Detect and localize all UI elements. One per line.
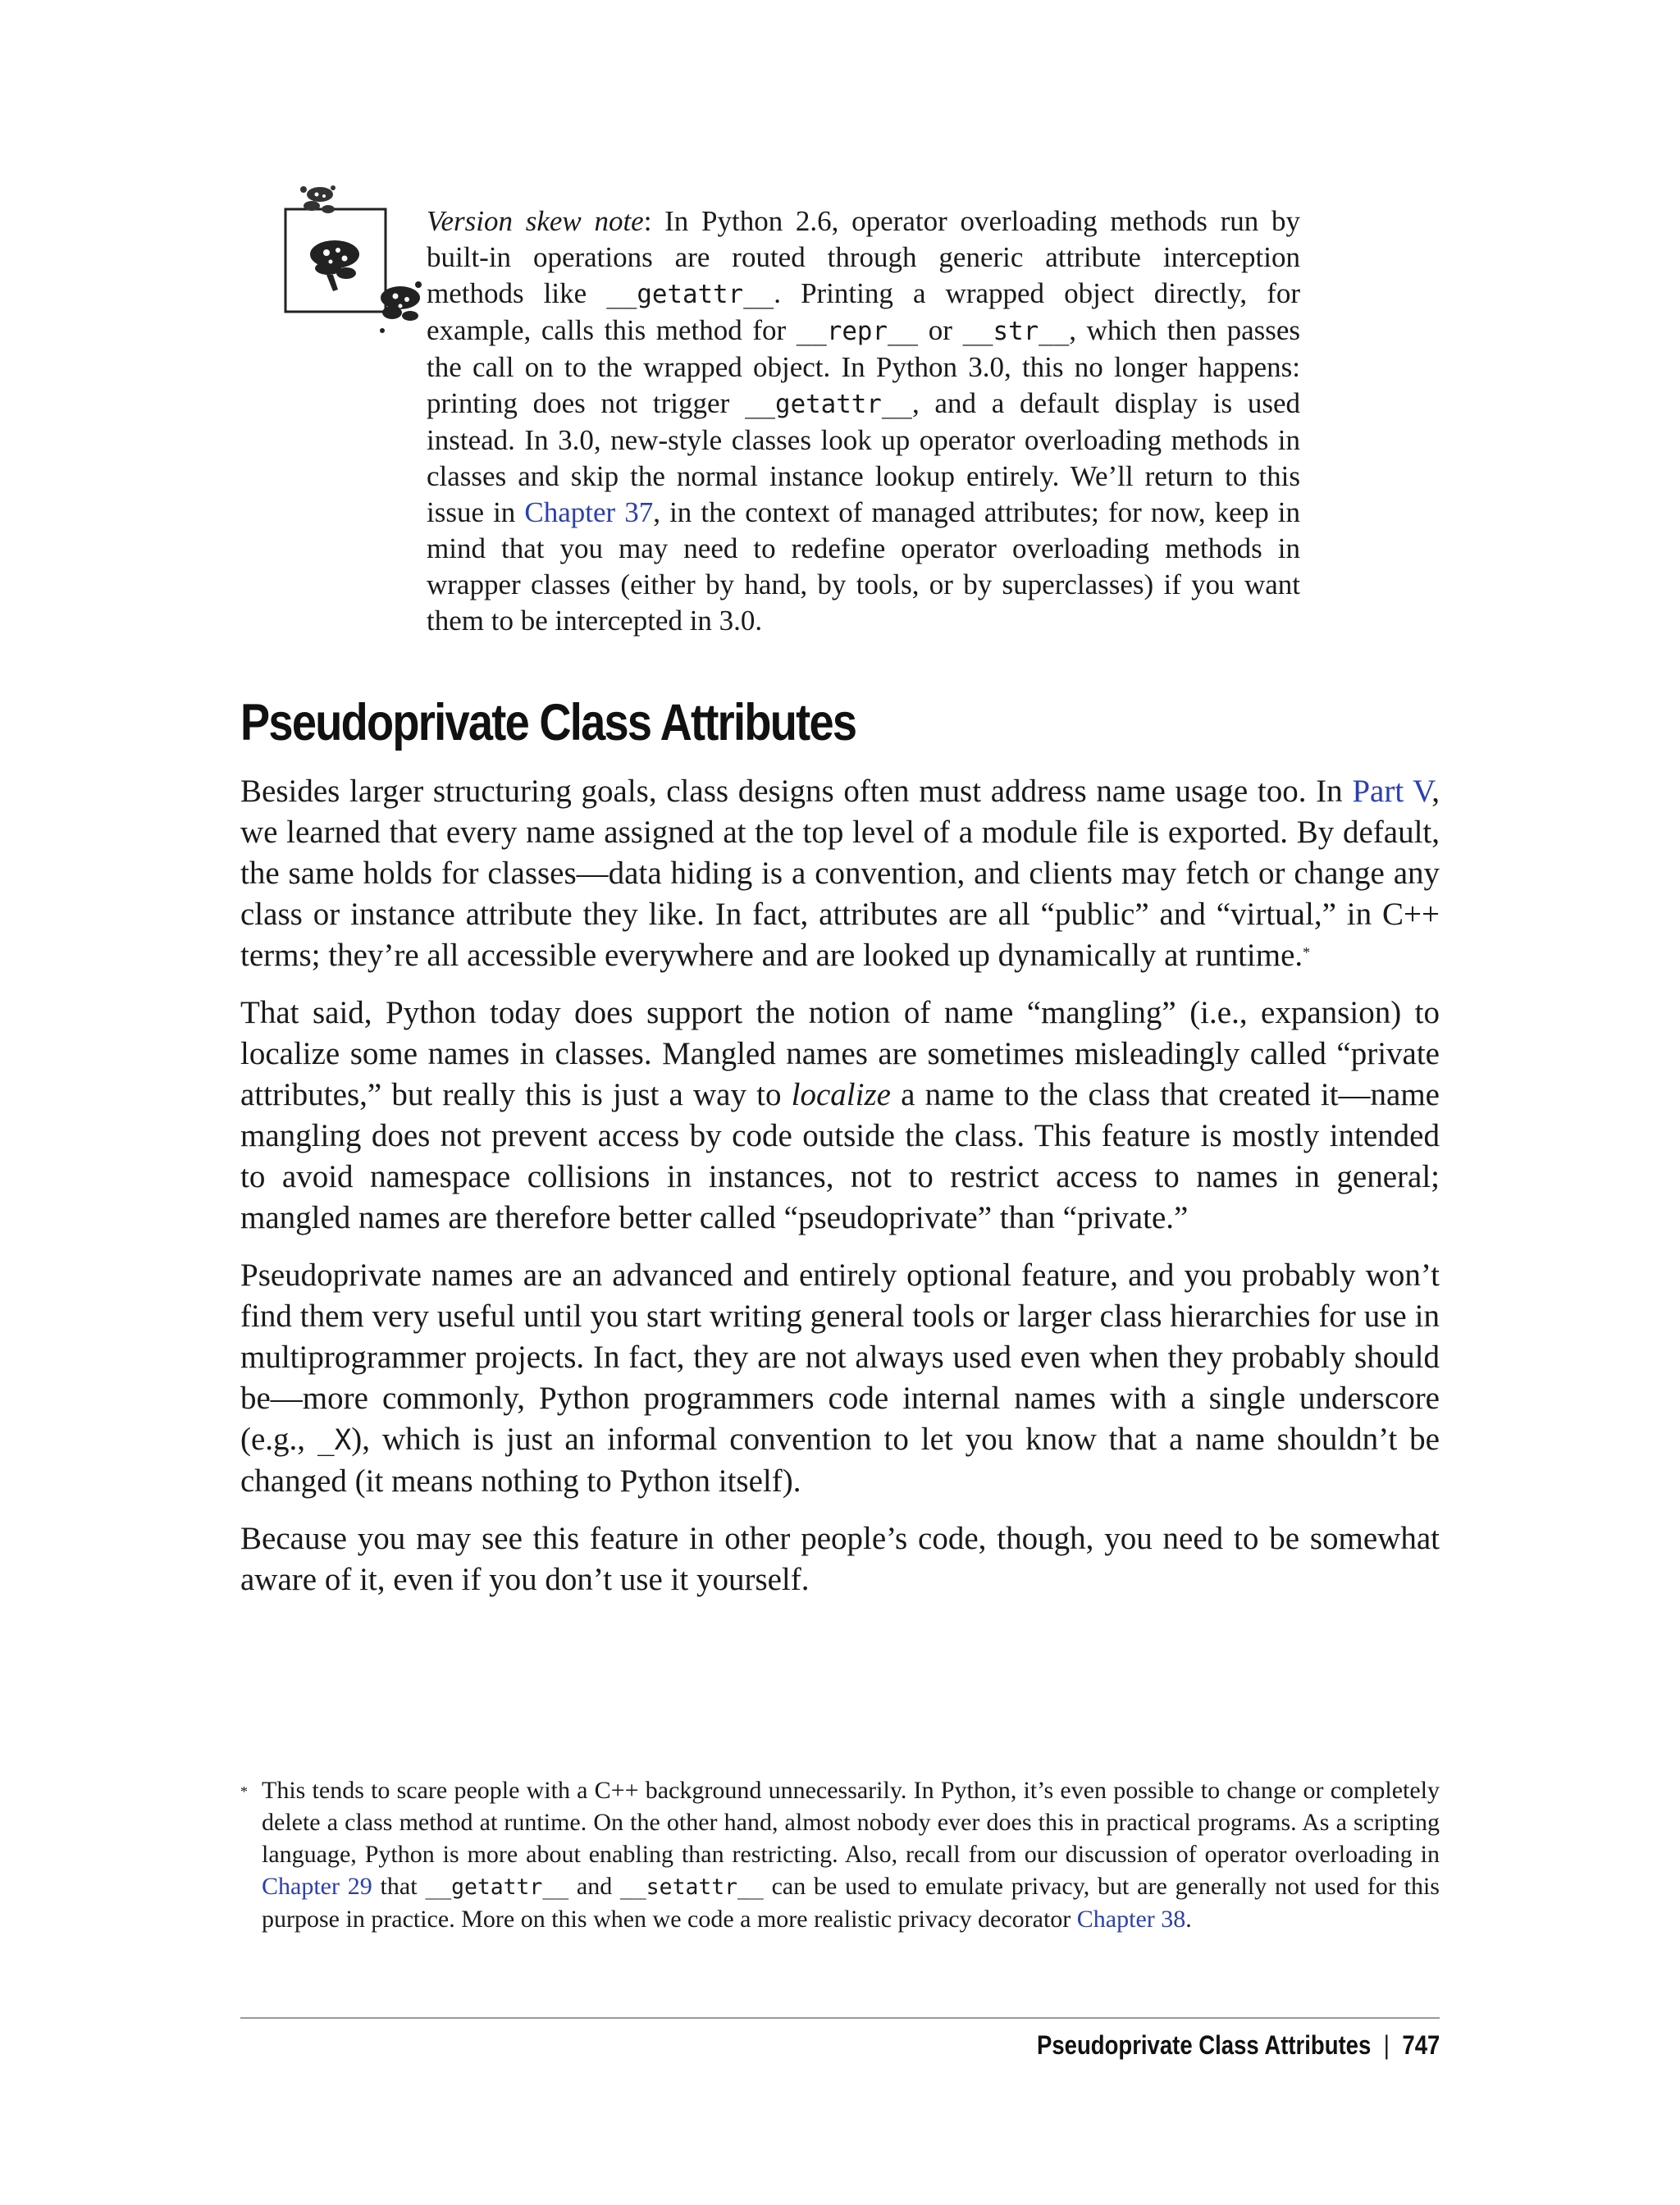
part-v-link[interactable]: Part V bbox=[1352, 774, 1432, 809]
footer-rule bbox=[240, 2017, 1440, 2019]
code-repr: __repr__ bbox=[796, 317, 919, 346]
footnote-mark: * bbox=[240, 1783, 248, 1800]
note-lead: Version skew note bbox=[427, 205, 644, 237]
code-getattr: __getattr__ bbox=[425, 1874, 569, 1900]
code-str: __str__ bbox=[962, 317, 1070, 346]
footer-separator: | bbox=[1383, 2030, 1390, 2060]
code-getattr: __getattr__ bbox=[606, 280, 774, 309]
note-paragraph: Version skew note: In Python 2.6, operator overloading methods run by built-in operations are routed through generic attribute interception methods like __getattr__. Printing a wrapped object directly, for example, calls this method for __repr__ or __str__, which then passes the call on to the wrapped object. In Python 3.0, this no longer happens: printing does not trigger __getattr__, and a default display is used instead. In 3.0, new-style classes look up operator overloading methods in classes and skip the normal instance lookup entirely. We’ll return to this issue in Chapter 37, in the context of managed attributes; for now, keep in mind that you may need to redefine operator overloading methods in wrapper classes (either by hand, by tools, or by superclasses) if you want them to be intercepted in 3.0. bbox=[427, 205, 1301, 637]
footnote bbox=[240, 1774, 1440, 1935]
paragraph-3: Pseudoprivate names are an advanced and entirely optional feature, and you probably won’t find them very useful until you start writing general tools or larger class hierarchies for use in multiprogrammer projects. In fact, they are not always used even when they probably should be—more commonly, Python programmers code internal names with a single underscore (e.g., _X), which is just an informal convention to let you know that a name shouldn’t be changed (it means nothing to Python itself). bbox=[240, 1258, 1440, 1499]
chapter-29-link[interactable]: Chapter 29 bbox=[262, 1873, 372, 1900]
chapter-38-link[interactable]: Chapter 38 bbox=[1076, 1906, 1186, 1933]
emphasis-localize: localize bbox=[791, 1077, 891, 1112]
footnote-text: * This tends to scare people with a C++ background unnecessarily. In Python, it’s even possible to change or completely delete a class method at runtime. On the other hand, almost nobody ever does this in practical programs. As a scripting language, Python is more about enabling than restricting. Also, recall from our discussion of operator overloading in Chapter 29 that __getattr__ and __setattr__ can be used to emulate privacy, but are generally not used for this purpose in practice. More on this when we code a more realistic privacy decorator Chapter 38. bbox=[240, 1777, 1440, 1933]
code-underscore-x: _X bbox=[317, 1424, 352, 1457]
body-text bbox=[240, 771, 1440, 1617]
code-getattr: __getattr__ bbox=[744, 390, 912, 419]
paragraph-2: That said, Python today does support the notion of name “mangling” (i.e., expansion) to localize some names in classes. Mangled names are sometimes misleadingly called “private attributes,” but really this is just a way to localize a name to the class that created it—name mangling does not prevent access by code outside the class. This feature is mostly intended to avoid namespace collisions in instances, not to restrict access to names in general; mangled names are therefore better called “pseudoprivate” than “private.” bbox=[240, 995, 1440, 1235]
footnote-reference[interactable]: * bbox=[1303, 944, 1311, 961]
page-number: 747 bbox=[1402, 2030, 1440, 2060]
paragraph-1: Besides larger structuring goals, class designs often must address name usage too. In Part V, we learned that every name assigned at the top level of a module file is exported. By default, the same holds for classes—data hiding is a convention, and clients may fetch or change any class or instance attribute they like. In fact, attributes are all “public” and “virtual,” in C++ terms; they’re all accessible everywhere and are looked up dynamically at runtime.* bbox=[240, 774, 1440, 973]
footer-section-title: Pseudoprivate Class Attributes bbox=[1036, 2030, 1371, 2060]
code-setattr: __setattr__ bbox=[620, 1874, 764, 1900]
chapter-37-link[interactable]: Chapter 37 bbox=[524, 496, 654, 528]
paragraph-4: Because you may see this feature in other people’s code, though, you need to be somewhat aware of it, even if you don’t use it yourself. bbox=[240, 1521, 1440, 1597]
section-heading: Pseudoprivate Class Attributes bbox=[240, 694, 856, 751]
running-footer bbox=[902, 2030, 1440, 2061]
version-skew-note bbox=[427, 203, 1300, 639]
mushrooms-note-icon bbox=[279, 176, 427, 340]
